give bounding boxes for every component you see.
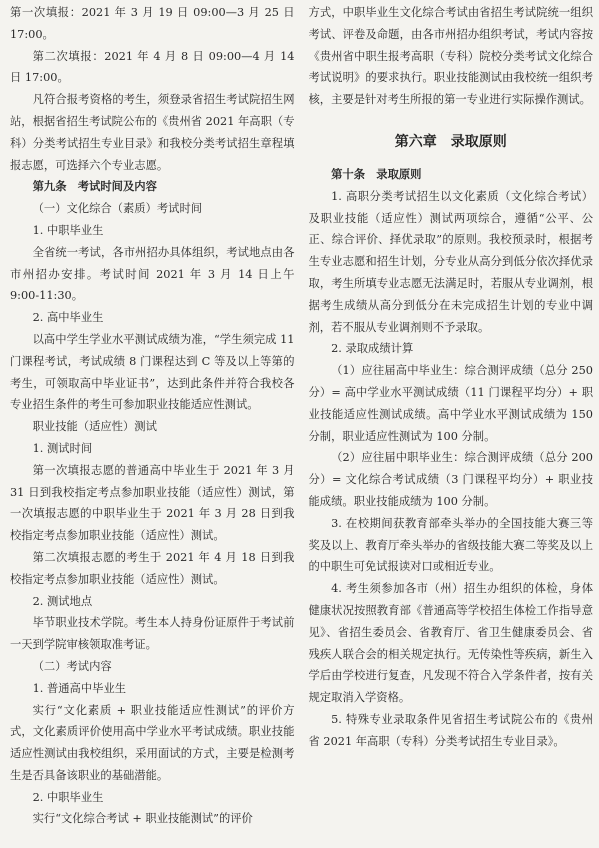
section-heading: （一）文化综合（素质）考试时间 <box>32 202 203 216</box>
paragraph: 第二次填报志愿的考生于 2021 年 4 月 18 日到我校指定考点参加职业技能（适应性）测试。 <box>10 550 295 586</box>
paragraph: 实行“文化素质 + 职业技能适应性测试”的评价方式，文化素质评价使用高中学业水平考试成绩。职业技能适应性测试由我校组织，采用面试的方式，主要是检测考生是否具备该职业的基础潜能。 <box>10 703 295 782</box>
paragraph: （1）应往届高中毕业生：综合测评成绩（总分 250 分）= 高中学业水平测试成绩（11 门课程平均分）+ 职业技能适应性测试成绩。高中学业水平测试成绩为 150 分制，职业适应性测试为 100 分制。 <box>308 364 593 443</box>
paragraph: 第二次填报：2021 年 4 月 8 日 09:00—4 月 14 日 17:00。 <box>10 49 295 85</box>
paragraph: 全省统一考试，各市州招办具体组织，考试地点由各市州招办安排。考试时间 2021 年 3 月 14 日上午 9:00-11:30。 <box>10 245 295 303</box>
left-column <box>10 2 295 848</box>
paragraph: 5. 特殊专业录取条件见省招生考试院公布的《贵州省 2021 年高职（专科）分类考试招生专业目录》。 <box>308 712 593 748</box>
subsection-heading: 2. 测试地点 <box>32 594 93 608</box>
subsection-heading: 1. 中职毕业生 <box>32 223 104 237</box>
article-heading: 第九条 考试时间及内容 <box>32 179 157 194</box>
subsection-heading: 2. 录取成绩计算 <box>331 342 414 356</box>
paragraph: 毕节职业技术学院。考生本人持身份证原件于考试前一天到学院审核领取准考证。 <box>10 616 295 652</box>
chapter-title: 第六章 录取原则 <box>394 133 507 150</box>
subsection-heading: 1. 测试时间 <box>32 441 93 455</box>
right-column <box>309 2 594 848</box>
subsection-heading: 1. 普通高中毕业生 <box>32 681 127 695</box>
paragraph: 以高中学生学业水平测试成绩为准，“学生须完成 11 门课程考试，考试成绩 8 门课程达到 C 等及以上等第的考生，可领取高中毕业证书”，达到此条件并符合我校各专业招生条件的考生可参加职业技能适应性测试。 <box>10 332 295 412</box>
subsection-heading: 2. 中职毕业生 <box>32 790 104 804</box>
paragraph: （2）应往届中职毕业生：综合测评成绩（总分 200 分）= 文化综合考试成绩（3 门课程平均分）+ 职业技能成绩。职业技能成绩为 100 分制。 <box>308 451 593 508</box>
article-heading: 第十条 录取原则 <box>331 166 422 181</box>
paragraph: 实行“文化综合考试 + 职业技能测试”的评价 <box>32 812 253 826</box>
section-heading: 职业技能（适应性）测试 <box>32 420 157 434</box>
paragraph: 第一次填报：2021 年 3 月 19 日 09:00—3 月 25 日 17:00。 <box>10 6 295 41</box>
paragraph: 1. 高职分类考试招生以文化素质（文化综合考试）及职业技能（适应性）测试两项综合，遵循“公平、公正、综合评价、择优录取”的原则。我校预录时，根据考生专业志愿和招生计划，分专业从高分到低分依次择优录取，考生所填专业志愿无法满足时，若服从专业调剂，根据考生成绩从高分到低分在未完成招生计划的专业中调剂，若不服从专业调剂则不予录取。 <box>308 189 593 334</box>
paragraph: 第一次填报志愿的普通高中毕业生于 2021 年 3 月 31 日到我校指定考点参加职业技能（适应性）测试，第一次填报志愿的中职毕业生于 2021 年 3 月 28 日到我校指定考点参加职业技能（适应性）测试。 <box>10 463 295 543</box>
subsection-heading: 2. 高中毕业生 <box>32 311 104 325</box>
paragraph: 凡符合报考资格的考生，须登录省招生考试院招生网站，根据省招生考试院公布的《贵州省 2021 年高职（专科）分类考试招生专业目录》和我校分类考试招生章程填报志愿，可选择六个专业志愿。 <box>10 93 295 172</box>
paragraph: 4. 考生须参加各市（州）招生办组织的体检，身体健康状况按照教育部《普通高等学校招生体检工作指导意见》、省招生委员会、省教育厅、省卫生健康委员会、省残疾人联合会的相关规定执行。无传染性等疾病，新生入学后由学校进行复查，凡发现不符合入学条件者，按有关规定取消入学资格。 <box>308 582 593 705</box>
section-heading: （二）考试内容 <box>32 659 112 673</box>
paragraph: 方式，中职毕业生文化综合考试由省招生考试院统一组织考试、评卷及命题，由各市州招办组织考试，考试内容按《贵州省中职生报考高职（专科）院校分类考试文化综合考试说明》的要求执行。职业技能测试由我校统一组织考核，主要是针对考生所报的第一专业进行实际操作测试。 <box>308 6 593 107</box>
paragraph: 3. 在校期间获教育部牵头举办的全国技能大赛三等奖及以上、教育厅牵头举办的省级技能大赛二等奖及以上的中职生可免试报读对口或相近专业。 <box>308 516 593 574</box>
